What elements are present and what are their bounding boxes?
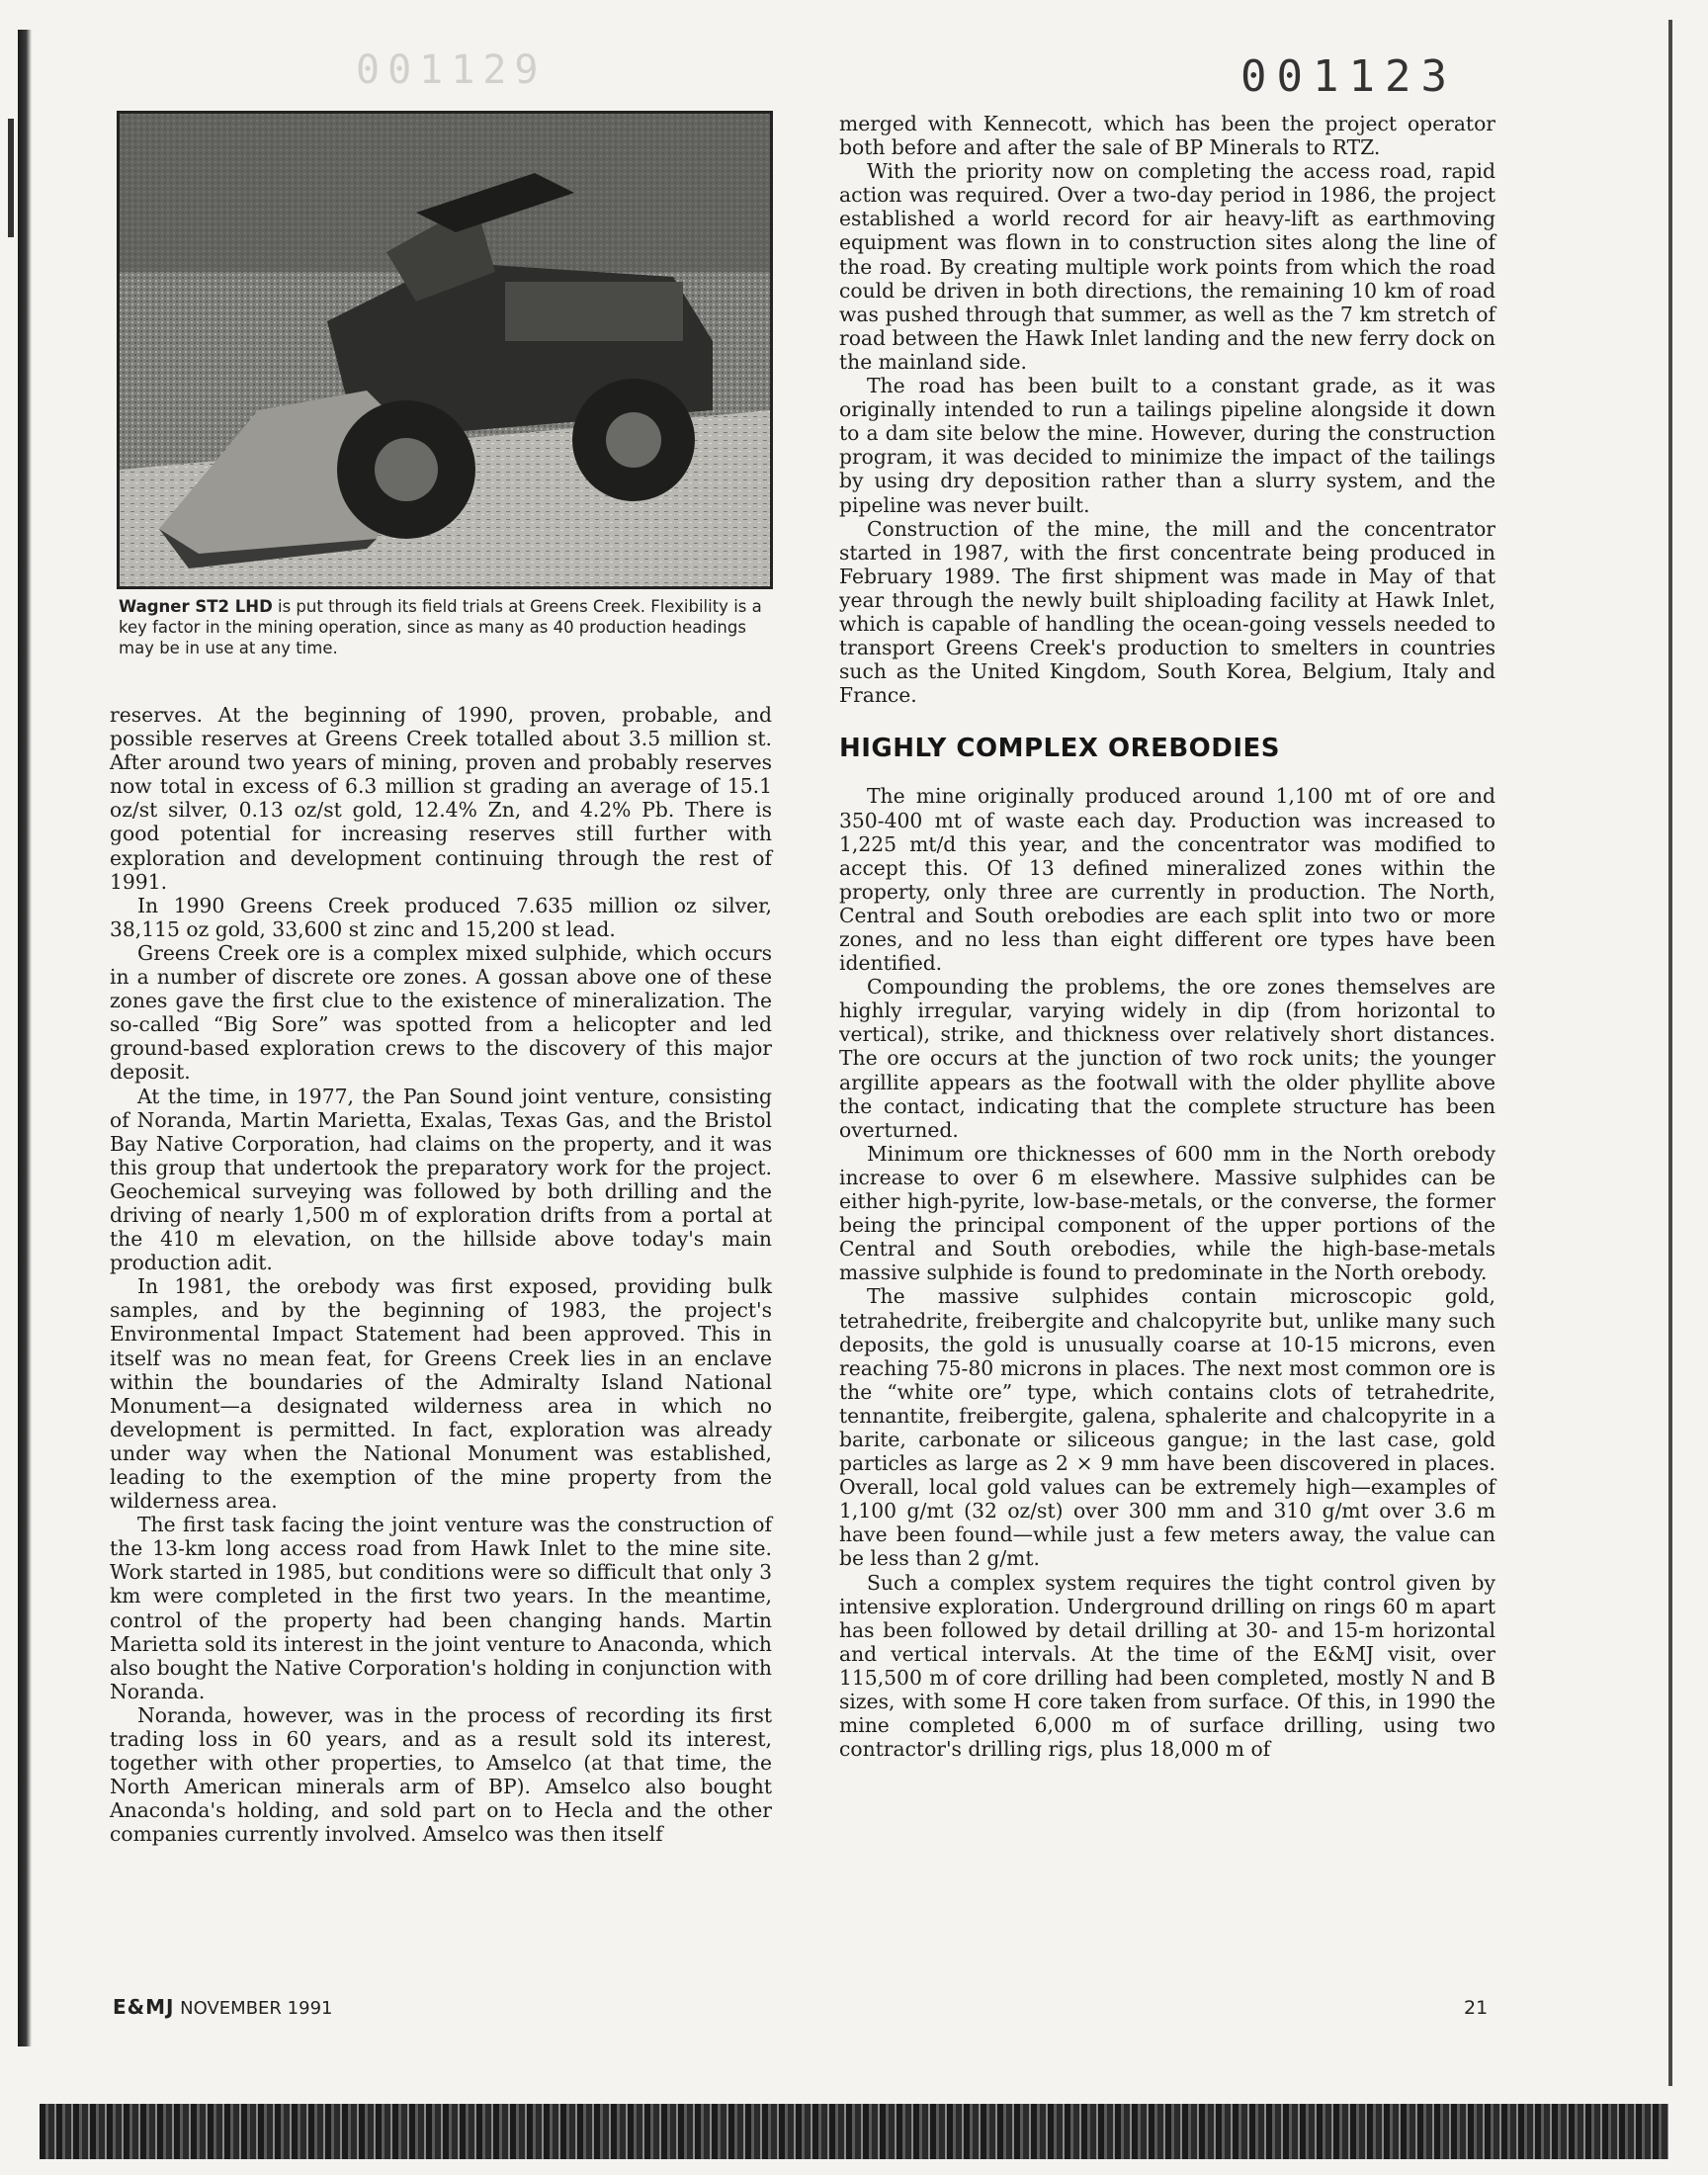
section-heading: HIGHLY COMPLEX OREBODIES xyxy=(839,734,1281,764)
paragraph: Such a complex system requires the tight control given by intensive exploration. Underground drilling on rings 60 m apart has been followed by detail drilling at 30- and 15-m horizontal and vertical intervals. At the time of the E&MJ visit, over 115,500 m of core drilling had been completed, mostly N and B sizes, with some H core taken from surface. Of this, in 1990 the mine completed 6,000 m of surface drilling, using two contractor's drilling rigs, plus 18,000 m of xyxy=(839,1570,1495,1762)
issue-date: NOVEMBER 1991 xyxy=(174,1998,333,2019)
caption-text: is put through its field trials at Greens Creek. Flexibility is a key factor in the mining operation, since as many as 40 production headings may be in use at any time. xyxy=(119,597,762,657)
paragraph: The massive sulphides contain microscopic gold, tetrahedrite, freibergite and chalcopyrite but, unlike many such deposits, the gold is unusually coarse at 10-15 microns, even reaching 75-80 microns in places. The next most common ore is the “white ore” type, which contains clots of tetrahedrite, tennantite, freibergite, galena, sphalerite and chalcopyrite in a barite, carbonate or siliceous gangue; in the last case, gold particles as large as 2 × 9 mm have been discovered in places. Overall, local gold values can be extremely high—examples of 1,100 g/mt (32 oz/st) over 300 mm and 310 g/mt over 3.6 m have been found—while just a few meters away, the value can be less than 2 g/mt. xyxy=(839,1284,1495,1571)
photo-caption xyxy=(119,596,775,658)
scan-bottom-border xyxy=(40,2104,1668,2159)
scan-edge-mark xyxy=(8,119,14,237)
magazine-footer xyxy=(113,1995,332,2019)
ghost-document-number: 001129 xyxy=(356,47,547,93)
paragraph: merged with Kennecott, which has been the project operator both before and after the sale of BP Minerals to RTZ. xyxy=(839,112,1495,160)
magazine-name: E&MJ xyxy=(113,1995,175,2019)
left-column xyxy=(110,703,772,1847)
page-number: 21 xyxy=(1464,1997,1489,2019)
paragraph: In 1990 Greens Creek produced 7.635 million oz silver, 38,115 oz gold, 33,600 st zinc and 15,200 st lead. xyxy=(110,893,772,941)
paragraph: Construction of the mine, the mill and the concentrator started in 1987, with the first concentrate being produced in February 1989. The first shipment was made in May of that year through the newly built shiploading facility at Hawk Inlet, which is capable of handling the ocean-going vessels needed to transport Greens Creek's production to smelters in countries such as the United Kingdom, South Korea, Belgium, Italy and France. xyxy=(839,516,1495,708)
scan-left-border xyxy=(18,30,32,2046)
loader-photo xyxy=(117,111,773,589)
right-column xyxy=(839,112,1495,1761)
paragraph: Greens Creek ore is a complex mixed sulphide, which occurs in a number of discrete ore zones. A gossan above one of these zones gave the first clue to the existence of mineralization. The so-called “Big Sore” was spotted from a helicopter and led ground-based exploration crews to the discovery of this major deposit. xyxy=(110,940,772,1085)
paragraph: The mine originally produced around 1,100 mt of ore and 350-400 mt of waste each day. Production was increased to 1,225 mt/d this year, and the concentrator was modified to accept this. Of 13 defined mineralized zones within the property, only three are currently in production. The North, Central and South orebodies are each split into two or more zones, and no less than eight different ore types have been identified. xyxy=(839,784,1495,976)
scan-right-border xyxy=(1668,20,1672,2086)
caption-title: Wagner ST2 LHD xyxy=(119,597,273,616)
paragraph: The first task facing the joint venture was the construction of the 13-km long access road from Hawk Inlet to the mine site. Work started in 1985, but conditions were so difficult that only 3 km were completed in the first two years. In the meantime, control of the property had been changing hands. Martin Marietta sold its interest in the joint venture to Anaconda, which also bought the Native Corporation's holding in conjunction with Noranda. xyxy=(110,1513,772,1703)
paragraph: The road has been built to a constant grade, as it was originally intended to run a tailings pipeline alongside it down to a dam site below the mine. However, during the construction program, it was decided to minimize the impact of the tailings by using dry deposition rather than a slurry system, and the pipeline was never built. xyxy=(839,374,1495,517)
paragraph: At the time, in 1977, the Pan Sound joint venture, consisting of Noranda, Martin Marietta, Exalas, Texas Gas, and the Bristol Bay Native Corporation, had claims on the property, and it was this group that undertook the preparatory work for the project. Geochemical surveying was followed by both drilling and the driving of nearly 1,500 m of exploration drifts from a portal at the 410 m elevation, on the hillside above today's main production adit. xyxy=(110,1084,772,1275)
document-number: 001123 xyxy=(1240,51,1457,102)
paragraph: Compounding the problems, the ore zones themselves are highly irregular, varying widely in dip (from horizontal to vertical), strike, and thickness over relatively short distances. The ore occurs at the junction of two rock units; the younger argillite appears as the footwall with the older phyllite above the contact, indicating that the complete structure has been overturned. xyxy=(839,975,1495,1142)
paragraph: Minimum ore thicknesses of 600 mm in the North orebody increase to over 6 m elsewhere. Massive sulphides can be either high-pyrite, low-base-metals, or the converse, the former being the principal component of the upper portions of the Central and South orebodies, while the high-base-metals massive sulphide is found to predominate in the North orebody. xyxy=(839,1141,1495,1285)
paragraph: In 1981, the orebody was first exposed, providing bulk samples, and by the beginning of 1983, the project's Environmental Impact Statement had been approved. This in itself was no mean feat, for Greens Creek lies in an enclave within the boundaries of the Admiralty Island National Monument—a designated wilderness area in which no development is permitted. In fact, exploration was already under way when the National Monument was established, leading to the exemption of the mine property from the wilderness area. xyxy=(110,1274,772,1514)
paragraph: reserves. At the beginning of 1990, proven, probable, and possible reserves at Greens Creek totalled about 3.5 million st. After around two years of mining, proven and probably reserves now total in excess of 6.3 million st grading an average of 15.1 oz/st silver, 0.13 oz/st gold, 12.4% Zn, and 4.2% Pb. There is good potential for increasing reserves still further with exploration and development continuing through the rest of 1991. xyxy=(110,703,772,894)
paragraph: With the priority now on completing the access road, rapid action was required. Over a two-day period in 1986, the project established a world record for air heavy-lift as earthmoving equipment was flown in to construction sites along the line of the road. By creating multiple work points from which the road could be driven in both directions, the remaining 10 km of road was pushed through that summer, as well as the 7 km stretch of road between the Hawk Inlet landing and the new ferry dock on the mainland side. xyxy=(839,159,1495,374)
loader-photo-illustration xyxy=(120,114,770,586)
paragraph: Noranda, however, was in the process of recording its first trading loss in 60 years, and as a result sold its interest, together with other properties, to Amselco (at that time, the North American minerals arm of BP). Amselco also bought Anaconda's holding, and sold part on to Hecla and the other companies currently involved. Amselco was then itself xyxy=(110,1702,772,1847)
